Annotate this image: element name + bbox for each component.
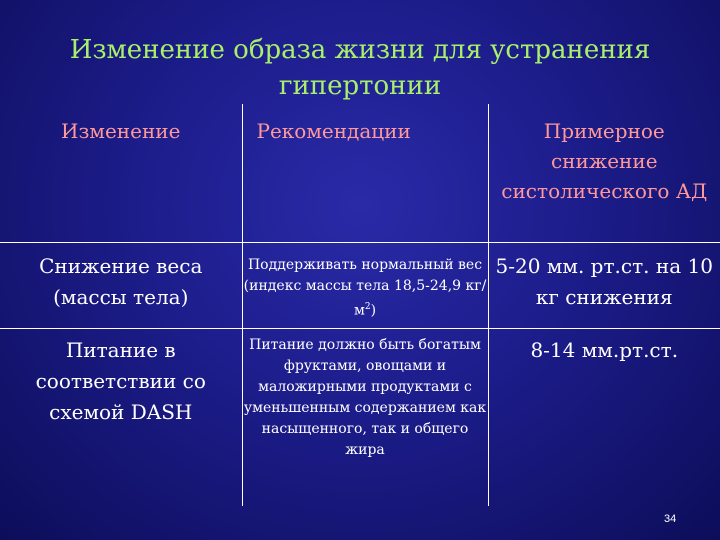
table-cell <box>242 242 488 328</box>
row-reduction: 8-14 мм.рт.ст. <box>530 337 679 362</box>
row-change: Снижение веса (массы тела) <box>39 253 203 309</box>
table-row <box>0 328 720 506</box>
header-cell-recommendations <box>242 104 488 242</box>
header-cell-change <box>0 104 242 242</box>
table-cell <box>0 242 242 328</box>
page-number: 34 <box>664 513 677 525</box>
lifestyle-table <box>0 104 720 506</box>
row-recommendation: Питание должно быть богатым фруктами, овощами и маложирными продуктами с уменьшенным содержанием как насыщенного, так и общего жира <box>243 336 487 458</box>
slide-title-line-2: гипертонии <box>278 71 442 101</box>
table-header-row <box>0 104 720 242</box>
header-recommendations: Рекомендации <box>256 119 411 143</box>
row-change: Питание в соответствии со схемой DASH <box>35 337 206 424</box>
header-cell-reduction <box>488 104 720 242</box>
table-cell <box>0 328 242 506</box>
table-cell <box>242 328 488 506</box>
table-row <box>0 242 720 328</box>
table-cell <box>488 242 720 328</box>
table-cell <box>488 328 720 506</box>
slide-title <box>60 32 660 104</box>
slide-title-line-1: Изменение образа жизни для устранения <box>69 35 651 65</box>
header-reduction: Примерное снижение систолического АД <box>501 119 708 203</box>
row-recommendation: Поддерживать нормальный вес (индекс массы тела 18,5-24,9 $кг/м^2$) <box>243 256 487 319</box>
row-reduction: 5-20 мм. рт.ст. на 10 кг снижения <box>495 253 713 309</box>
header-change: Изменение <box>61 119 181 143</box>
